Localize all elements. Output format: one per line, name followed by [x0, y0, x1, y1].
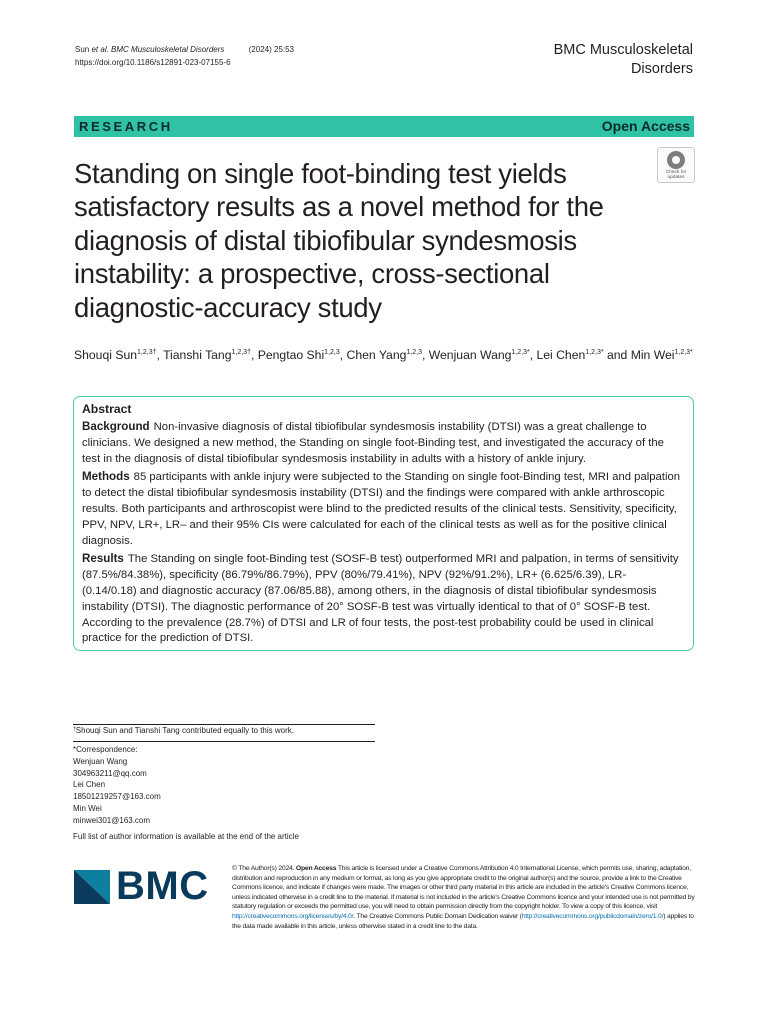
correspondence-name: Min Wei [73, 803, 102, 813]
author-name[interactable]: Pengtao Shi [257, 348, 325, 362]
author-name[interactable]: Wenjuan Wang [428, 348, 512, 362]
results-text: The Standing on single foot-Binding test (SOSF-B test) outperformed MRI and palpation, in terms of sensitivity (87.5%/84.38%), specificity (86.79%/86.79%), PPV (80%/79.41%), NPV (92%/91.2%), LR+ (6.625/6.39), LR- (0.14/0.18) and diagnostic accuracy (87.06/85.88), among others, in the diagnosis of distal tibiofibular syndesmosis instability (DTSI). The diagnostic performance of 20° SOSF-B test was virtually identical to that of 0° SOSF-B test. According to the prevalence (28.7%) of DTSI and LR of four tests, the post-test probability could be used in clinical practice for the prediction of DTSI. [82, 553, 679, 645]
author-name[interactable]: Chen Yang [346, 348, 407, 362]
license-link-cc-by[interactable]: http://creativecommons.org/licenses/by/4.0/ [232, 912, 354, 920]
journal-name-line1: BMC Musculoskeletal [553, 42, 693, 58]
check-for-updates-text [658, 170, 694, 181]
background-label: Background [82, 420, 150, 433]
correspondence-email[interactable]: minwei301@163.com [73, 815, 151, 825]
author-affiliation-sup: 1,2,3† [137, 349, 157, 356]
author-name[interactable]: Tianshi Tang [163, 348, 232, 362]
author-name[interactable]: Shouqi Sun [74, 348, 138, 362]
correspondence-email[interactable]: 18501219257@163.com [73, 792, 161, 802]
author-affiliation-sup: 1,2,3 [406, 349, 422, 356]
check-for-updates-button[interactable] [657, 147, 695, 183]
abstract-background [82, 419, 683, 467]
author-separator: , [250, 348, 258, 362]
author-list [74, 345, 714, 365]
dagger-mark: † [73, 726, 76, 732]
correspondence-name: Lei Chen [73, 780, 106, 790]
citation-line [75, 43, 294, 56]
bmc-logo [74, 866, 214, 906]
abstract-methods [82, 469, 683, 549]
license-text-3: ) applies to the data made available in this article, unless otherwise stated in a credit line to the data. [232, 912, 694, 930]
bmc-logo-mark-icon [74, 870, 110, 904]
open-access-label: Open Access [601, 118, 690, 134]
correspondence-email[interactable]: 304963211@qq.com [73, 768, 147, 778]
author-name[interactable]: Lei Chen [536, 348, 586, 362]
author-separator: , [156, 348, 164, 362]
equal-contribution-note [73, 726, 294, 736]
journal-name [554, 41, 693, 79]
citation-journal: BMC Musculoskeletal Disorders [108, 45, 225, 54]
author-info-note: Full list of author information is available at the end of the article [73, 832, 299, 841]
author-separator: , [339, 348, 347, 362]
methods-text: 85 participants with ankle injury were subjected to the Standing on single foot-Binding test, MRI and palpation to detect the distal tibiofibular syndesmosis instability (DTSI) and the findings were compared with ankle arthroscopic results. Both participants and arthroscopist were blind to the predicted results of the clinical tests. Sensitivity, specificity, PPV, NPV, LR+, LR– and their 95% CIs were calculated for each of the clinical tests as well as for the positive clinical diagnosis. [82, 471, 681, 547]
doi-link[interactable]: https://doi.org/10.1186/s12891-023-07155-6 [75, 58, 231, 67]
results-label: Results [82, 552, 124, 566]
abstract-results [82, 551, 683, 647]
license-link-cc-zero[interactable]: http://creativecommons.org/publicdomain/zero/1.0/ [521, 912, 664, 920]
license-copyright: © The Author(s) 2024. [232, 865, 296, 872]
author-affiliation-sup: 1,2,3* [585, 349, 604, 356]
correspondence-label: *Correspondence: [73, 745, 138, 754]
footnote-divider-bottom [73, 741, 375, 742]
footnote-divider-top [73, 724, 375, 725]
correspondence-name: Wenjuan Wang [73, 756, 128, 766]
author-affiliation-sup: 1,2,3 [324, 349, 340, 356]
author-separator: and [603, 348, 631, 362]
check-for-updates-icon [667, 151, 685, 169]
journal-name-line2: Disorders [630, 61, 693, 77]
author-separator: , [529, 348, 537, 362]
correspondence-block [73, 744, 161, 827]
author-affiliation-sup: 1,2,3* [674, 349, 693, 356]
license-text-1: This article is licensed under a Creative Commons Attribution 4.0 International License, which permits use, sharing, adaptation, distribution and reproduction in any medium or format, as long as you give appropriate credit to the original author(s) and the source, provide a link to the Creative Commons licence, and indicate if changes were made. The images or other third party material in this article are included in the article's Creative Commons licence, unless indicated otherwise in a credit line to the material. If material is not included in the article's Creative Commons licence and your intended use is not permitted by statutory regulation or exceeds the permitted use, you will need to obtain permission directly from the copyright holder. To view a copy of this licence, visit [232, 865, 695, 911]
abstract-heading: Abstract [82, 402, 132, 416]
methods-label: Methods [82, 470, 130, 484]
check-for-updates-line2: updates [667, 175, 685, 181]
citation-et-al: et al. [91, 45, 109, 54]
author-affiliation-sup: 1,2,3* [511, 349, 530, 356]
license-statement [232, 864, 696, 931]
license-text-2: . The Creative Commons Public Domain Dedication waiver ( [353, 912, 522, 920]
background-text: Non-invasive diagnosis of distal tibiofibular syndesmosis instability (DTSI) was a great challenge to clinicians. We designed a new method, the Standing on single foot-Binding test, and investigated the accuracy of the test in the diagnosis of distal tibiofibular syndesmosis instability in adults with a history of ankle injury. [82, 421, 664, 465]
author-name[interactable]: Min Wei [630, 348, 675, 362]
author-affiliation-sup: 1,2,3† [231, 349, 251, 356]
citation-year-volume: (2024) 25:53 [248, 45, 295, 54]
abstract-box [73, 396, 694, 651]
author-separator: , [421, 348, 429, 362]
article-type-label: RESEARCH [79, 119, 173, 134]
license-open-access: Open Access [295, 865, 337, 872]
article-type-bar [74, 116, 694, 137]
article-title: Standing on single foot-binding test yields satisfactory results as a novel method for the diagnosis of distal tibiofibular syndesmosis instability: a prospective, cross-sectional diagnostic-accuracy study [74, 158, 604, 323]
citation-authors: Sun [75, 45, 92, 54]
citation-header [75, 43, 294, 69]
check-for-updates-line1: Check for [665, 170, 687, 175]
bmc-logo-text: BMC [116, 864, 209, 908]
equal-contribution-text: Shouqi Sun and Tianshi Tang contributed equally to this work. [75, 726, 294, 735]
